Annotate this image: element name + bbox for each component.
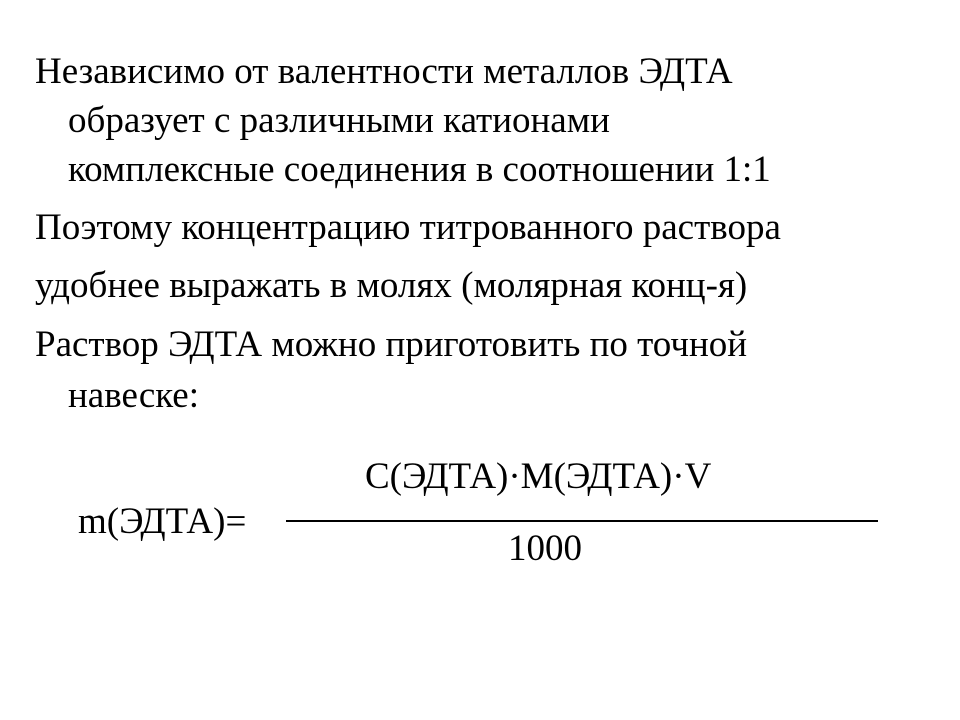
fraction-bar	[286, 520, 878, 522]
formula	[0, 440, 960, 590]
formula-lhs: m(ЭДТА)=	[78, 501, 247, 542]
text-line-2: образует с различными катионами	[68, 100, 610, 141]
text-line-4: Поэтому концентрацию титрованного раствора	[35, 207, 781, 248]
formula-numerator: C(ЭДТА)·M(ЭДТА)·V	[365, 456, 712, 497]
text-line-3: комплексные соединения в соотношении 1:1	[68, 149, 771, 190]
formula-denominator: 1000	[508, 528, 582, 569]
text-line-1: Независимо от валентности металлов ЭДТА	[35, 51, 733, 92]
text-line-6: Раствор ЭДТА можно приготовить по точной	[35, 324, 748, 365]
text-line-7: навеске:	[68, 375, 199, 416]
text-line-5: удобнее выражать в молях (молярная конц-я)	[35, 265, 748, 306]
